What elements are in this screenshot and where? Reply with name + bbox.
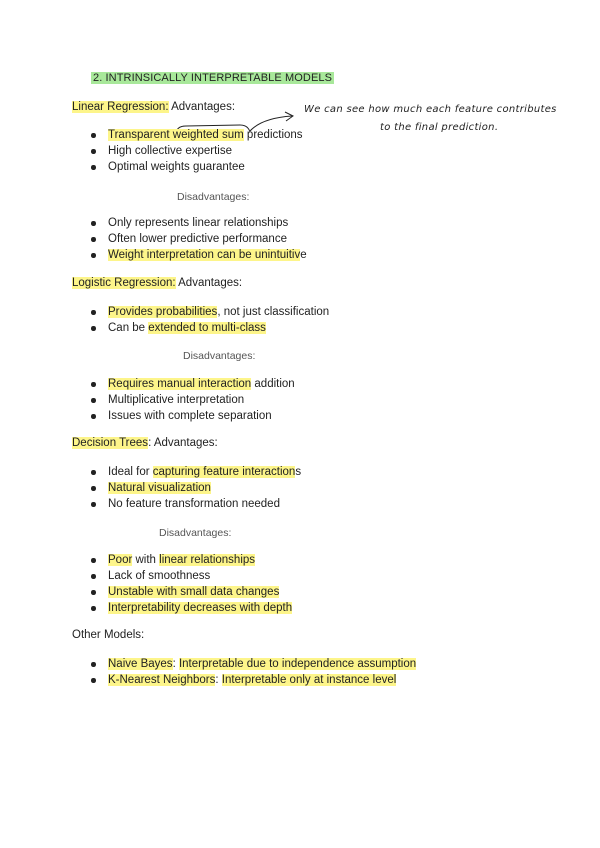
list-item: Often lower predictive performance bbox=[90, 231, 307, 247]
other-models-list bbox=[90, 656, 416, 688]
list-item: Ideal for capturing feature interactions bbox=[90, 464, 301, 480]
list-item: Lack of smoothness bbox=[90, 568, 292, 584]
list-item: Interpretability decreases with depth bbox=[90, 600, 292, 616]
list-item: Weight interpretation can be unintuitive bbox=[90, 247, 307, 263]
heading-decision-trees bbox=[72, 437, 218, 449]
logistic-disadvantages-list bbox=[90, 376, 295, 424]
logistic-advantages-list bbox=[90, 304, 329, 336]
linear-disadvantages-list bbox=[90, 215, 307, 263]
trees-disadvantages-list bbox=[90, 552, 292, 616]
heading-logistic-regression bbox=[72, 277, 242, 289]
handwritten-note-line2: to the final prediction. bbox=[380, 122, 499, 133]
handwritten-note-line1: We can see how much each feature contributes bbox=[304, 104, 557, 115]
list-item: No feature transformation needed bbox=[90, 496, 301, 512]
list-item: Optimal weights guarantee bbox=[90, 159, 303, 175]
list-item: Unstable with small data changes bbox=[90, 584, 292, 600]
list-item: Provides probabilities, not just classification bbox=[90, 304, 329, 320]
trees-adv-label: : Advantages: bbox=[148, 437, 218, 449]
list-item: Only represents linear relationships bbox=[90, 215, 307, 231]
list-item: Multiplicative interpretation bbox=[90, 392, 295, 408]
linear-adv-label: Advantages: bbox=[168, 101, 236, 113]
linear-disadvantages-label: Disadvantages: bbox=[177, 191, 250, 203]
list-item: Requires manual interaction addition bbox=[90, 376, 295, 392]
section-title-text: 2. INTRINSICALLY INTERPRETABLE MODELS bbox=[93, 72, 333, 84]
logistic-disadvantages-label: Disadvantages: bbox=[183, 350, 256, 362]
linear-advantages-list bbox=[90, 127, 303, 175]
list-item: Natural visualization bbox=[90, 480, 301, 496]
other-name: Other Models: bbox=[72, 629, 145, 641]
list-item: Naive Bayes: Interpretable due to independence assumption bbox=[90, 656, 416, 672]
logistic-name: Logistic Regression: bbox=[72, 277, 176, 289]
list-item: Poor with linear relationships bbox=[90, 552, 292, 568]
trees-disadvantages-label: Disadvantages: bbox=[159, 527, 232, 539]
trees-advantages-list bbox=[90, 464, 301, 512]
heading-other-models bbox=[72, 629, 144, 641]
linear-name: Linear Regression: bbox=[72, 101, 169, 113]
list-item: Transparent weighted sum predictions bbox=[90, 127, 303, 143]
list-item: K-Nearest Neighbors: Interpretable only at instance level bbox=[90, 672, 416, 688]
list-item: Issues with complete separation bbox=[90, 408, 295, 424]
list-item: Can be extended to multi-class bbox=[90, 320, 329, 336]
logistic-adv-label: Advantages: bbox=[175, 277, 243, 289]
list-item: High collective expertise bbox=[90, 143, 303, 159]
trees-name: Decision Trees bbox=[72, 437, 149, 449]
